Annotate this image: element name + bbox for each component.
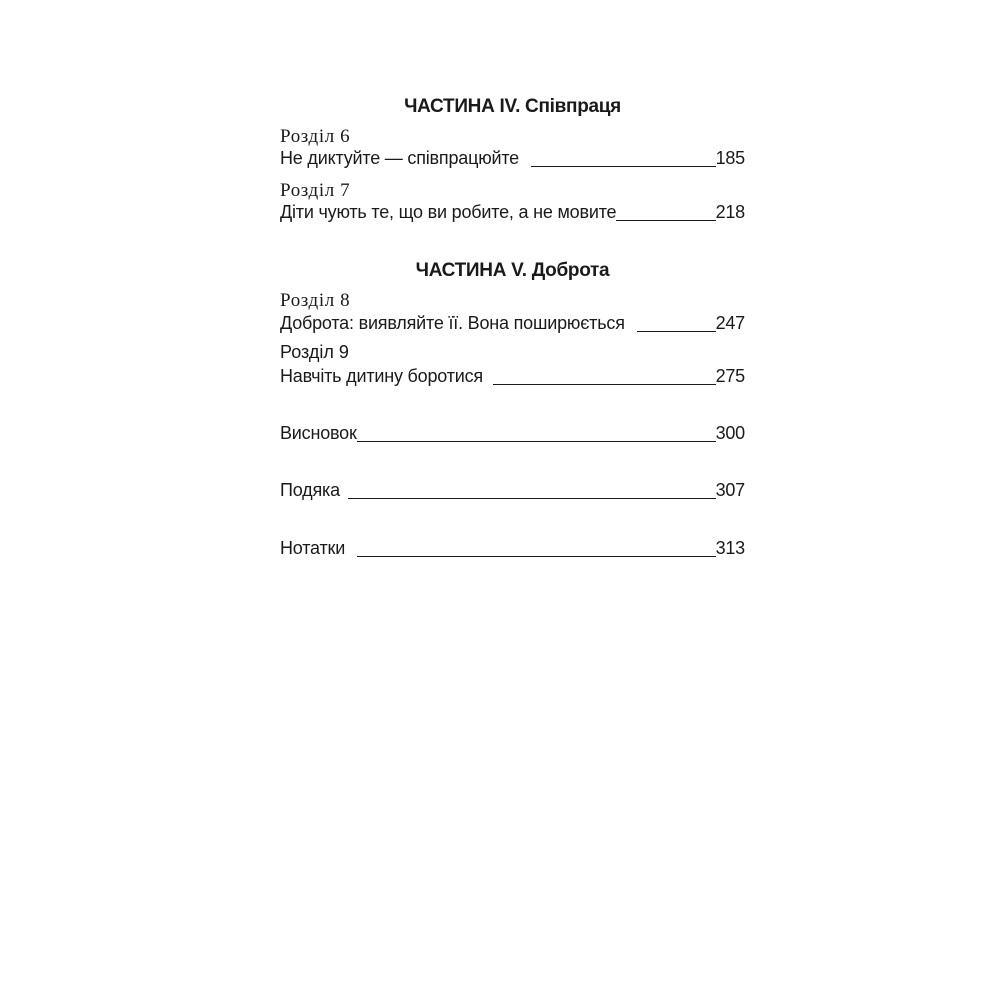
entry-page-number: 300 <box>715 423 745 443</box>
toc-entry[interactable] <box>280 202 745 226</box>
entry-page-number: 275 <box>715 366 745 386</box>
entry-title: Навчіть дитину боротися <box>280 366 483 386</box>
toc-entry[interactable] <box>280 480 745 504</box>
dot-leader <box>616 202 715 221</box>
entry-page-number: 313 <box>715 538 745 558</box>
chapter-label: Розділ 8 <box>280 290 351 311</box>
toc-entry[interactable] <box>280 148 745 172</box>
chapter-label: Розділ 9 <box>280 342 349 362</box>
entry-title: Доброта: виявляйте її. Вона поширюється <box>280 313 625 333</box>
entry-title: Висновок <box>280 423 357 443</box>
toc-entry[interactable] <box>280 366 745 390</box>
chapter-label: Розділ 7 <box>280 180 351 201</box>
part-heading: ЧАСТИНА IV. Співпраця <box>404 96 621 117</box>
entry-page-number: 307 <box>715 480 745 500</box>
entry-page-number: 218 <box>715 202 745 222</box>
dot-leader <box>357 538 716 557</box>
dot-leader <box>531 148 716 167</box>
dot-leader <box>357 423 716 442</box>
toc-entry[interactable] <box>280 423 745 447</box>
dot-leader <box>637 313 716 332</box>
part-heading: ЧАСТИНА V. Доброта <box>415 260 610 281</box>
entry-title: Нотатки <box>280 538 346 558</box>
entry-page-number: 185 <box>715 148 745 168</box>
chapter-label: Розділ 6 <box>280 126 351 147</box>
entry-title: Діти чують те, що ви робите, а не мовите <box>280 202 617 222</box>
toc-entry[interactable] <box>280 538 745 562</box>
entry-page-number: 247 <box>715 313 745 333</box>
entry-title: Не диктуйте — співпрацюйте <box>280 148 519 168</box>
toc-entry[interactable] <box>280 313 745 337</box>
dot-leader <box>493 366 716 385</box>
dot-leader <box>348 480 716 499</box>
entry-title: Подяка <box>280 480 340 500</box>
